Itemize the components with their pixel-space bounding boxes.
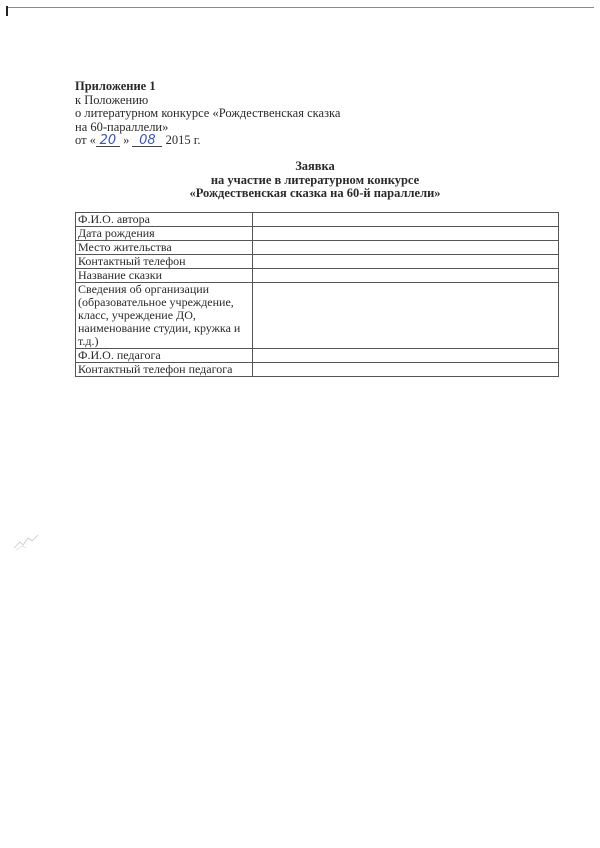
form-row-value-field[interactable] xyxy=(253,255,559,269)
appendix-date-line xyxy=(75,134,395,148)
appendix-line-2: о литературном конкурсе «Рождественская сказка xyxy=(75,106,341,120)
form-row xyxy=(76,213,559,227)
scan-top-edge xyxy=(6,7,594,8)
date-suffix: 2015 г. xyxy=(165,133,201,147)
appendix-header xyxy=(75,80,395,148)
form-row-value-field[interactable] xyxy=(253,213,559,227)
form-row xyxy=(76,255,559,269)
form-row-value-field[interactable] xyxy=(253,363,559,377)
application-subtitle: на участие в литературном конкурсе xyxy=(210,172,420,187)
form-row xyxy=(76,283,559,349)
form-row-label: Сведения об организации (образовательное учреждение, класс, учреждение ДО, наименование студии, кружка и т.д.) xyxy=(76,283,253,349)
form-row-label: Место жительства xyxy=(76,241,253,255)
form-row xyxy=(76,241,559,255)
form-row-value-field[interactable] xyxy=(253,283,559,349)
form-row-value-field[interactable] xyxy=(253,227,559,241)
form-row-label: Контактный телефон xyxy=(76,255,253,269)
date-mid: » xyxy=(123,133,130,147)
date-prefix: от « xyxy=(75,133,96,147)
application-title: Заявка xyxy=(295,159,335,173)
application-form-table xyxy=(75,212,559,377)
form-row-label: Дата рождения xyxy=(76,227,253,241)
application-contest-name: «Рождественская сказка на 60-й параллели» xyxy=(189,186,441,200)
appendix-title: Приложение 1 xyxy=(75,79,156,93)
form-row xyxy=(76,349,559,363)
appendix-line-1: к Положению xyxy=(75,92,149,107)
scan-corner-mark xyxy=(6,6,8,16)
scan-smudge xyxy=(12,532,42,552)
form-row xyxy=(76,363,559,377)
form-row-label: Ф.И.О. педагога xyxy=(76,349,253,363)
application-title-block xyxy=(75,160,555,201)
form-row-value-field[interactable] xyxy=(253,269,559,283)
form-row xyxy=(76,227,559,241)
form-row-label: Контактный телефон педагога xyxy=(76,363,253,377)
form-row-label: Ф.И.О. автора xyxy=(76,213,253,227)
appendix-line-3: на 60-параллели» xyxy=(75,119,169,134)
handwritten-day: 20 xyxy=(96,134,120,148)
form-row-label: Название сказки xyxy=(76,269,253,283)
form-row-value-field[interactable] xyxy=(253,241,559,255)
form-row xyxy=(76,269,559,283)
handwritten-month: 08 xyxy=(132,134,162,148)
form-row-value-field[interactable] xyxy=(253,349,559,363)
